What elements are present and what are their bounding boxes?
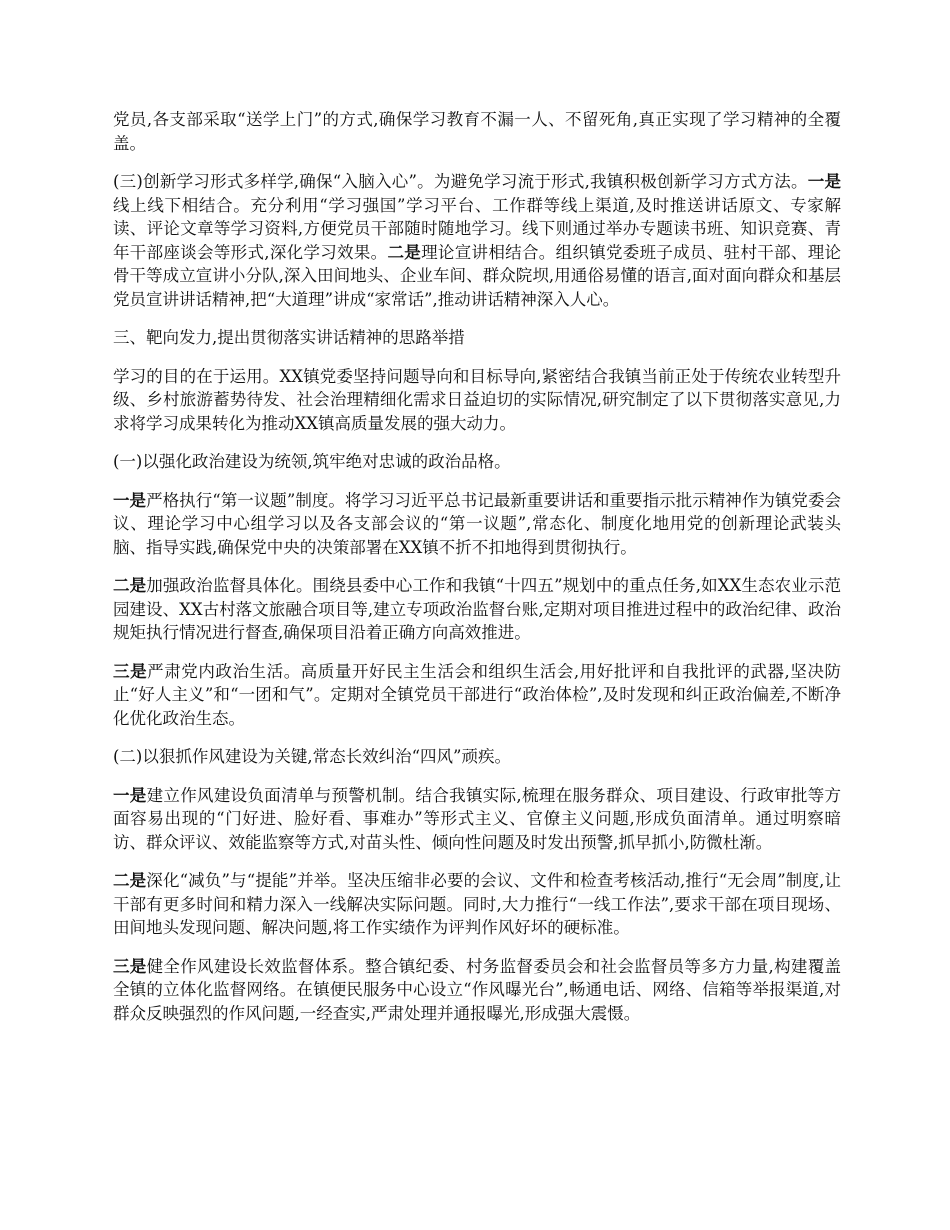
lead-marker: 二是 [113, 576, 147, 595]
document-body [113, 108, 841, 1040]
subheading-political-building: (一)以强化政治建设为统领,筑牢绝对忠诚的政治品格。 [113, 452, 511, 471]
lead-marker: 一是 [113, 490, 147, 510]
subheading-work-style: (二)以狠抓作风建设为关键,常态长效纠治“四风”顽疾。 [113, 747, 511, 766]
paragraph-study-coverage: 党员,各支部采取“送学上门”的方式,确保学习教育不漏一人、不留死角,真正实现了学习精神的全覆盖。 [113, 110, 841, 153]
paragraph-burden-reduction: 二是深化“减负”与“提能”并举。坚决压缩非必要的会议、文件和检查考核活动,推行“无会周”制度,让干部有更多时间和精力深入一线解决实际问题。同时,大力推行“一线工作法”,要求干部在项目现场、田间地头发现问题、解决问题,将工作实绩作为评判作风好坏的硬标准。 [113, 871, 841, 937]
paragraph-first-topic: 一是严格执行“第一议题”制度。将学习习近平总书记最新重要讲话和重要指示批示精神作为镇党委会议、理论学习中心组学习以及各支部会议的“第一议题”,常态化、制度化地用党的创新理论武装头脑、指导实践,确保党中央的决策部署在XX镇不折不扣地得到贯彻执行。 [113, 490, 841, 557]
lead-marker: 一是 [113, 785, 147, 805]
lead-marker: 三是 [113, 661, 148, 681]
lead-marker: 一是 [807, 172, 841, 191]
section-heading-three: 三、靶向发力,提出贯彻落实讲话精神的思路举措 [113, 328, 465, 347]
paragraph-purpose: 学习的目的在于运用。XX镇党委坚持问题导向和目标导向,紧密结合我镇当前正处于传统农业转型升级、乡村旅游蓄势待发、社会治理精细化需求日益迫切的实际情况,研究制定了以下贯彻落实意见,力求将学习成果转化为推动XX镇高质量发展的强大动力。 [113, 366, 841, 433]
paragraph-innovate-forms: (三)创新学习形式多样学,确保“入脑入心”。为避免学习流于形式,我镇积极创新学习方式方法。一是线上线下相结合。充分利用“学习强国”学习平台、工作群等线上渠道,及时推送讲话原文、专家解读、评论文章等学习资料,方便党员干部随时随地学习。线下则通过举办专题读书班、知识竞赛、青年干部座谈会等形式,深化学习效果。二是理论宣讲相结合。组织镇党委班子成员、驻村干部、理论骨干等成立宣讲小分队,深入田间地头、企业车间、群众院坝,用通俗易懂的语言,面对面向群众和基层党员宣讲讲话精神,把“大道理”讲成“家常话”,推动讲话精神深入人心。 [113, 172, 842, 309]
lead-marker: 二是 [387, 242, 422, 262]
paragraph-political-supervision: 二是加强政治监督具体化。围绕县委中心工作和我镇“十四五”规划中的重点任务,如XX生态农业示范园建设、XX古村落文旅融合项目等,建立专项政治监督台账,定期对项目推进过程中的政治纪律、政治规矩执行情况进行督查,确保项目沿着正确方向高效推进。 [113, 576, 842, 642]
lead-marker: 三是 [113, 956, 147, 976]
lead-marker: 二是 [113, 871, 147, 890]
paragraph-negative-list: 一是建立作风建设负面清单与预警机制。结合我镇实际,梳理在服务群众、项目建设、行政审批等方面容易出现的“门好进、脸好看、事难办”等形式主义、官僚主义问题,形成负面清单。通过明察暗访、群众评议、效能监察等方式,对苗头性、倾向性问题及时发出预警,抓早抓小,防微杜渐。 [113, 785, 842, 852]
paragraph-supervision-system: 三是健全作风建设长效监督体系。整合镇纪委、村务监督委员会和社会监督员等多方力量,构建覆盖全镇的立体化监督网络。在镇便民服务中心设立“作风曝光台”,畅通电话、网络、信箱等举报渠道,对群众反映强烈的作风问题,一经查实,严肃处理并通报曝光,形成强大震慑。 [113, 956, 842, 1023]
paragraph-party-life: 三是严肃党内政治生活。高质量开好民主生活会和组织生活会,用好批评和自我批评的武器,坚决防止“好人主义”和“一团和气”。定期对全镇党员干部进行“政治体检”,及时发现和纠正政治偏差,不断净化优化政治生态。 [113, 661, 841, 728]
